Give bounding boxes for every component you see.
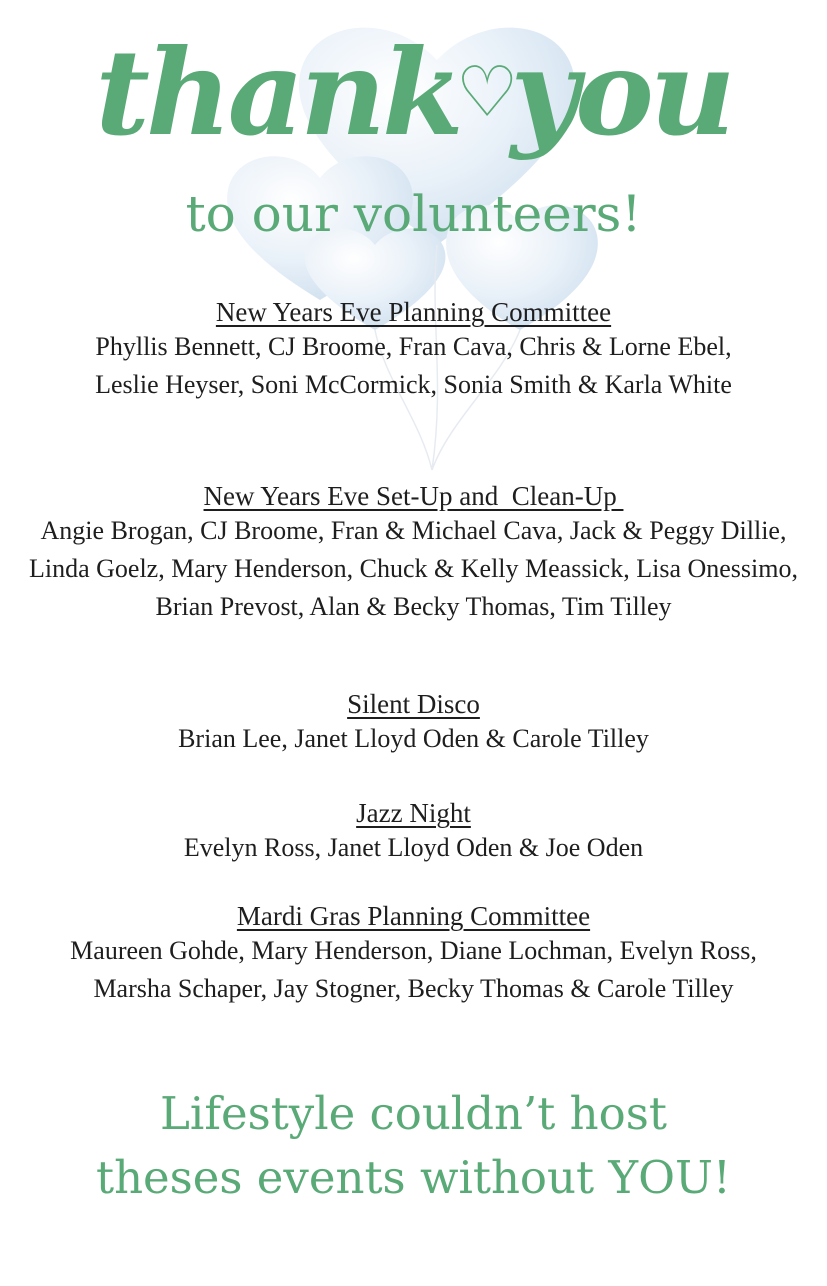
closing-message [0,1082,827,1210]
section-jazz-night [30,797,797,867]
heart-icon: ♡ [455,51,515,133]
section-heading: New Years Eve Set-Up and Clean-Up [203,481,624,511]
title-you: you [510,23,732,162]
section-heading: New Years Eve Planning Committee [215,297,612,327]
thank-you-title [0,22,827,163]
section-silent-disco [30,688,797,758]
title-thank: thank [95,23,460,162]
section-heading: Jazz Night [356,798,471,828]
section-nye-planning [30,296,797,404]
subtitle: to our volunteers! [185,185,642,243]
section-names: Evelyn Ross, Janet Lloyd Oden & Joe Oden [183,833,644,862]
closing-line-2: theses events without YOU! [95,1151,731,1204]
section-names: Angie Brogan, CJ Broome, Fran & Michael Cava, Jack & Peggy Dillie, Linda Goelz, Mary Henderson, Chuck & Kelly Meassick, Lisa Onessimo, Brian Prevost, Alan & Becky Thomas, Tim Tilley [28,516,798,621]
section-names: Maureen Gohde, Mary Henderson, Diane Lochman, Evelyn Ross, Marsha Schaper, Jay Stogner, Becky Thomas & Carole Tilley [70,936,757,1003]
closing-line-1: Lifestyle couldn’t host [160,1087,667,1140]
section-mardi-gras-planning [30,900,797,1008]
section-nye-setup-cleanup [30,480,797,626]
section-names: Brian Lee, Janet Lloyd Oden & Carole Tilley [178,724,649,753]
section-names: Phyllis Bennett, CJ Broome, Fran Cava, Chris & Lorne Ebel, Leslie Heyser, Soni McCormick, Sonia Smith & Karla White [95,332,732,399]
section-heading: Mardi Gras Planning Committee [236,901,591,931]
section-heading: Silent Disco [347,689,480,719]
